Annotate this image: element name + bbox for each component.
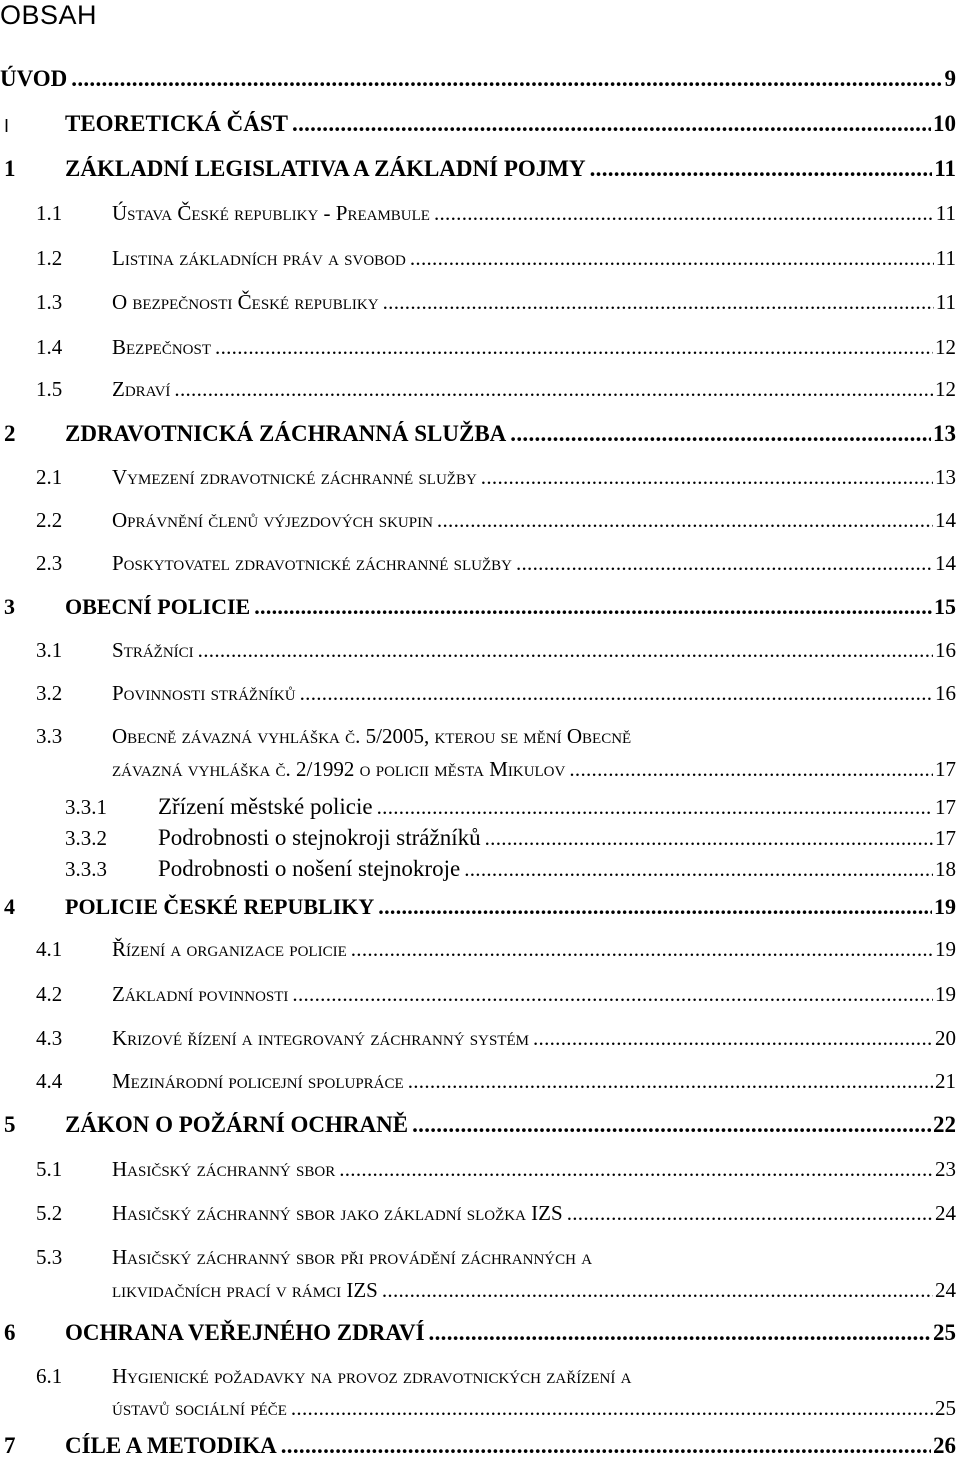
toc-entry-page: 17 bbox=[935, 826, 956, 850]
toc-entry-number: 3.1 bbox=[36, 638, 63, 662]
toc-entry-number: 6.1 bbox=[36, 1364, 63, 1388]
toc-entry-number: 4 bbox=[4, 894, 15, 919]
toc-entry-title: O bezpečnosti České republiky bbox=[112, 290, 379, 314]
dot-leader bbox=[377, 795, 933, 820]
toc-entry-page: 11 bbox=[935, 246, 956, 270]
toc-entry-number: 1.3 bbox=[36, 290, 63, 314]
toc-entry-number: 3.3.1 bbox=[65, 795, 107, 819]
toc-entry-number: 5.1 bbox=[36, 1157, 63, 1181]
toc-entry-page: 15 bbox=[934, 594, 956, 619]
toc-entry-title: Vymezení zdravotnické záchranné služby bbox=[112, 465, 477, 489]
toc-entry-title: Zřízení městské policie bbox=[158, 794, 373, 819]
dot-leader bbox=[464, 857, 933, 882]
toc-entry-section-4-2[interactable] bbox=[0, 980, 956, 1010]
toc-entry-page: 25 bbox=[935, 1396, 956, 1420]
toc-entry-number: 4.1 bbox=[36, 937, 63, 961]
toc-entry-title-continuation: likvidačních prací v rámci IZS bbox=[112, 1278, 378, 1302]
toc-entry-section-4-3[interactable] bbox=[0, 1024, 956, 1054]
toc-entry-number: 5.2 bbox=[36, 1201, 63, 1225]
toc-entry-number: 3.3.3 bbox=[65, 857, 107, 881]
dot-leader bbox=[383, 290, 934, 315]
toc-entry-page: 24 bbox=[935, 1201, 956, 1225]
toc-entry-page: 19 bbox=[935, 982, 956, 1006]
toc-entry-number: 3.2 bbox=[36, 681, 63, 705]
dot-leader bbox=[339, 1157, 933, 1182]
toc-entry-section-1-2[interactable] bbox=[0, 244, 956, 274]
dot-leader bbox=[351, 937, 933, 962]
toc-entry-subsection-3-3-1[interactable] bbox=[0, 793, 956, 823]
dot-leader bbox=[292, 111, 931, 137]
toc-entry-page: 13 bbox=[935, 465, 956, 489]
toc-entry-number: 1.1 bbox=[36, 201, 63, 225]
toc-entry-title: Řízení a organizace policie bbox=[112, 937, 347, 961]
toc-entry-section-4-4[interactable] bbox=[0, 1067, 956, 1097]
toc-entry-section-2-1[interactable] bbox=[0, 463, 956, 493]
toc-entry-page: 14 bbox=[935, 551, 956, 575]
toc-entry-section-3-2[interactable] bbox=[0, 679, 956, 709]
toc-entry-page: 13 bbox=[933, 421, 956, 446]
toc-entry-number: 4.4 bbox=[36, 1069, 63, 1093]
toc-entry-number: 5 bbox=[4, 1112, 16, 1137]
dot-leader bbox=[281, 1433, 931, 1459]
toc-entry-page: 22 bbox=[933, 1112, 956, 1137]
dot-leader bbox=[412, 1112, 931, 1138]
toc-entry-title: Povinnosti strážníků bbox=[112, 681, 296, 705]
toc-entry-section-2-3[interactable] bbox=[0, 549, 956, 579]
dot-leader bbox=[254, 594, 932, 620]
toc-entry-page: 10 bbox=[933, 111, 956, 136]
toc-entry-chapter-4[interactable] bbox=[0, 893, 956, 923]
toc-entry-title: Hygienické požadavky na provoz zdravotnických zařízení a bbox=[112, 1364, 632, 1388]
toc-entry-title: Zdraví bbox=[112, 377, 171, 401]
toc-entry-chapter-6[interactable] bbox=[0, 1319, 956, 1349]
toc-entry-page: 20 bbox=[935, 1026, 956, 1050]
toc-entry-title: Podrobnosti o nošení stejnokroje bbox=[158, 856, 461, 881]
dot-leader bbox=[378, 894, 932, 920]
toc-entry-title: TEORETICKÁ ČÁST bbox=[65, 111, 289, 136]
toc-entry-page: 16 bbox=[935, 638, 956, 662]
toc-entry-page: 17 bbox=[935, 757, 956, 781]
toc-entry-title: ZÁKLADNÍ LEGISLATIVA A ZÁKLADNÍ POJMY bbox=[65, 156, 586, 181]
toc-entry-page: 23 bbox=[935, 1157, 956, 1181]
toc-entry-page: 16 bbox=[935, 681, 956, 705]
dot-leader bbox=[215, 335, 933, 360]
dot-leader bbox=[71, 66, 942, 92]
toc-entry-title: Krizové řízení a integrovaný záchranný systém bbox=[112, 1026, 529, 1050]
dot-leader bbox=[590, 156, 933, 182]
dot-leader bbox=[437, 508, 933, 533]
dot-leader bbox=[408, 1069, 933, 1094]
dot-leader bbox=[292, 982, 933, 1007]
toc-entry-page: 11 bbox=[935, 290, 956, 314]
toc-entry-chapter-1[interactable] bbox=[0, 155, 956, 185]
toc-entry-title: Poskytovatel zdravotnické záchranné služby bbox=[112, 551, 512, 575]
dot-leader bbox=[174, 377, 933, 402]
toc-entry-section-3-3-line1[interactable] bbox=[0, 722, 956, 752]
toc-entry-number: 4.2 bbox=[36, 982, 63, 1006]
dot-leader bbox=[434, 201, 934, 226]
toc-entry-section-5-1[interactable] bbox=[0, 1155, 956, 1185]
toc-entry-page: 11 bbox=[934, 156, 956, 181]
toc-entry-title: ZDRAVOTNICKÁ ZÁCHRANNÁ SLUŽBA bbox=[65, 421, 507, 446]
dot-leader bbox=[300, 681, 933, 706]
toc-entry-title: Obecně závazná vyhláška č. 5/2005, kterou se mění Obecně bbox=[112, 724, 632, 748]
toc-entry-section-1-5[interactable] bbox=[0, 375, 956, 405]
toc-entry-number: 3.3 bbox=[36, 724, 63, 748]
page-title: OBSAH bbox=[0, 0, 98, 30]
toc-entry-title: Listina základních práv a svobod bbox=[112, 246, 406, 270]
toc-entry-page: 24 bbox=[935, 1278, 956, 1302]
toc-entry-title: Ústava České republiky - Preambule bbox=[112, 201, 430, 225]
toc-entry-chapter-7[interactable] bbox=[0, 1432, 956, 1462]
toc-entry-section-6-1-line1[interactable] bbox=[0, 1362, 956, 1392]
toc-entry-title: OBECNÍ POLICIE bbox=[65, 594, 251, 619]
dot-leader bbox=[485, 826, 933, 851]
toc-entry-title: Základní povinnosti bbox=[112, 982, 289, 1006]
toc-entry-title-continuation: závazná vyhláška č. 2/1992 o policii města Mikulov bbox=[112, 757, 566, 781]
toc-entry-number: 2.1 bbox=[36, 465, 63, 489]
toc-entry-section-3-1[interactable] bbox=[0, 636, 956, 666]
toc-entry-page: 14 bbox=[935, 508, 956, 532]
toc-entry-section-2-2[interactable] bbox=[0, 506, 956, 536]
toc-entry-chapter-2[interactable] bbox=[0, 420, 956, 450]
dot-leader bbox=[569, 757, 933, 782]
toc-entry-section-5-3-line1[interactable] bbox=[0, 1243, 956, 1273]
toc-entry-section-1-4[interactable] bbox=[0, 333, 956, 363]
toc-entry-number: 7 bbox=[4, 1433, 16, 1458]
toc-entry-number: 1 bbox=[4, 156, 16, 181]
toc-entry-page: 11 bbox=[935, 201, 956, 225]
toc-entry-page: 19 bbox=[934, 894, 956, 919]
toc-entry-number: 2 bbox=[4, 421, 16, 446]
toc-entry-subsection-3-3-2[interactable] bbox=[0, 824, 956, 854]
dot-leader bbox=[516, 551, 933, 576]
toc-entry-page: 12 bbox=[935, 335, 956, 359]
dot-leader bbox=[510, 421, 931, 447]
toc-entry-title: Hasičský záchranný sbor při provádění záchranných a bbox=[112, 1245, 593, 1269]
toc-entry-title: ZÁKON O POŽÁRNÍ OCHRANĚ bbox=[65, 1112, 409, 1137]
toc-entry-number: 3.3.2 bbox=[65, 826, 107, 850]
toc-entry-page: 17 bbox=[935, 795, 956, 819]
toc-entry-section-6-1-line2[interactable] bbox=[0, 1394, 956, 1424]
toc-entry-page: 9 bbox=[944, 66, 956, 91]
toc-entry-part-i[interactable] bbox=[0, 110, 956, 140]
toc-entry-title-continuation: ústavů sociální péče bbox=[112, 1396, 287, 1420]
toc-entry-title: Hasičský záchranný sbor jako základní složka IZS bbox=[112, 1201, 563, 1225]
toc-entry-number: 6 bbox=[4, 1320, 16, 1345]
toc-entry-section-1-3[interactable] bbox=[0, 288, 956, 318]
toc-entry-title: ÚVOD bbox=[0, 66, 68, 91]
toc-entry-title: Strážníci bbox=[112, 638, 194, 662]
toc-entry-section-1-1[interactable] bbox=[0, 199, 956, 229]
dot-leader bbox=[481, 465, 933, 490]
toc-entry-page: 18 bbox=[935, 857, 956, 881]
toc-entry-page: 26 bbox=[933, 1433, 956, 1458]
toc-entry-number: 3 bbox=[4, 594, 15, 619]
toc-entry-page: 12 bbox=[935, 377, 956, 401]
dot-leader bbox=[291, 1396, 933, 1421]
dot-leader bbox=[567, 1201, 933, 1226]
toc-entry-title: Mezinárodní policejní spolupráce bbox=[112, 1069, 404, 1093]
toc-entry-title: Oprávnění členů výjezdových skupin bbox=[112, 508, 433, 532]
toc-entry-section-5-2[interactable] bbox=[0, 1199, 956, 1229]
toc-entry-subsection-3-3-3[interactable] bbox=[0, 855, 956, 885]
toc-entry-section-5-3-line2[interactable] bbox=[0, 1276, 956, 1306]
toc-entry-number: 2.2 bbox=[36, 508, 63, 532]
toc-entry-number: 4.3 bbox=[36, 1026, 63, 1050]
toc-entry-title: POLICIE ČESKÉ REPUBLIKY bbox=[65, 894, 375, 919]
dot-leader bbox=[382, 1278, 933, 1303]
dot-leader bbox=[198, 638, 933, 663]
toc-entry-number: 1.4 bbox=[36, 335, 63, 359]
toc-entry-number: 5.3 bbox=[36, 1245, 63, 1269]
toc-entry-number: 1.2 bbox=[36, 246, 63, 270]
dot-leader bbox=[429, 1320, 931, 1346]
toc-entry-number: 1.5 bbox=[36, 377, 63, 401]
toc-entry-uvod[interactable] bbox=[0, 65, 956, 95]
toc-entry-page: 19 bbox=[935, 937, 956, 961]
toc-entry-title: CÍLE A METODIKA bbox=[65, 1433, 277, 1458]
toc-entry-title: OCHRANA VEŘEJNÉHO ZDRAVÍ bbox=[65, 1320, 425, 1345]
toc-entry-page: 25 bbox=[933, 1320, 956, 1345]
toc-entry-chapter-3[interactable] bbox=[0, 593, 956, 623]
toc-entry-number: 2.3 bbox=[36, 551, 63, 575]
toc-entry-section-4-1[interactable] bbox=[0, 935, 956, 965]
toc-entry-title: Podrobnosti o stejnokroji strážníků bbox=[158, 825, 481, 850]
toc-entry-section-3-3-line2[interactable] bbox=[0, 755, 956, 785]
toc-entry-title: Hasičský záchranný sbor bbox=[112, 1157, 336, 1181]
toc-entry-title: Bezpečnost bbox=[112, 335, 212, 359]
dot-leader bbox=[533, 1026, 933, 1051]
toc-entry-number: I bbox=[4, 116, 10, 136]
toc-entry-page: 21 bbox=[935, 1069, 956, 1093]
toc-entry-chapter-5[interactable] bbox=[0, 1111, 956, 1141]
dot-leader bbox=[410, 246, 934, 271]
